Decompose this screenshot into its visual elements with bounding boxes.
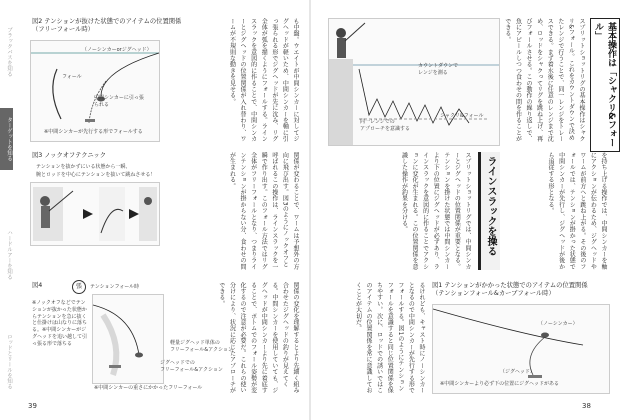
fig1-caption: 図1 テンションがかかった状態でのアイテムの位置関係 （テンションフォール&カーブフォール時） (432, 282, 588, 298)
angler-head (336, 28, 346, 38)
right-column-d: るけれども、キャスト時にノーシンカーとなるので中間シンカーが先行する形でフォールする。図1のようにテンションフォールを意識すると同じ位置関係を保ちやすい。次に、ロッドでの誘いではこのアイテムの位置関係を常に意識しておくことが大切だ。 (354, 282, 425, 394)
fig1-note: ※中間シンカーより必ず下の位置にジグヘッドがある (440, 381, 559, 387)
fig4-caption: 図4 (32, 282, 43, 289)
fig3-illustration (31, 183, 159, 245)
action-panel (99, 187, 125, 241)
heading-basic-operation: 基本操作は「シャクリ&フォール」 (590, 18, 620, 152)
left-column-b: 関係が変わることで、ワームは予想外の方向に飛び出す。図3のようにノックオフと呼ばれるこの操作は、ラインスラックを一瞬で作り出す。このフォール方法ではリグ全体がフリーフォールとなり、つまりラインテンションが掛からない分、食わせの間が生まれる。 (228, 152, 299, 270)
fig1-line (433, 309, 583, 345)
fig2-caption: 図2 テンションが抜けた状態でのアイテムの位置関係 （フリーフォール時） (32, 18, 182, 34)
tab-rod-reel[interactable]: ロッドとリールを知る (6, 333, 12, 389)
left-column-a: も中盤。ウエイトが中間シンカーに対してジグヘッドが軽いため、中間シンカーを軸に引っ張られる形でジグヘッドが先に沈み、リグ全体が弧を描くようにフォールする。ラインスラックを意図的に作ることで、中間シンカーとジグヘッドの位置関係が入れ替わり、ワームが不規則な動きを見せる。 (228, 18, 299, 142)
rod (345, 23, 365, 41)
fig4-label-bottom: ※中間シンカーの重さにかかったフリーフォール (94, 385, 203, 391)
tab-target[interactable]: ターゲットを知る (0, 108, 13, 170)
fig2-label-fall: フォール (62, 74, 82, 80)
fig3-note-1: テンションを抜かずにいる状態から一瞬、 (36, 164, 131, 170)
top-diagram-illustration (329, 19, 499, 145)
page-number-left: 39 (28, 402, 37, 410)
fig2-illustration (31, 41, 159, 141)
tab-hard-lure[interactable]: ハードルアーを知る (6, 230, 12, 280)
fishing-line (101, 53, 159, 96)
fig1-label-nosinker: （ノーシンカー） (538, 321, 578, 327)
fig2-diagram (30, 40, 160, 142)
fig3-diagram (30, 182, 160, 246)
fig1-jighead-worm (528, 375, 542, 378)
fig2-label-sinker: （ノーシンカーorジグヘッド） (82, 47, 152, 53)
page-gutter (309, 0, 311, 420)
fig4-circle-badge: 張 (72, 280, 86, 294)
worm-shape (85, 119, 95, 122)
fig4-sinker (135, 353, 143, 358)
top-label-pass: 同一レンジでの アプローチを意識する (360, 119, 411, 132)
fig3-note-2: 腕とロッドを中心にテンションを抜いて跳ねさせる！ (36, 172, 156, 178)
left-column-c: 関係の変化を理解するとより先細く組み合わせたジグヘッドの釣りが見えてくる。中間シンカーを使用していても、ジグヘッドが中間シンカーより先に着底することで、ボトムでのフォール姿勢が変化するので注意が必要だ。これらの使い分けにより、状況に応じたアプローチができる。 (217, 282, 299, 394)
fig4-illustration (93, 295, 163, 383)
fig4-label-tension-fall: テンションフォール時 (90, 284, 140, 290)
angler-head-1 (40, 196, 50, 206)
bank-shape (329, 59, 353, 145)
fig1-middle-sinker (541, 333, 549, 338)
fig1-label-jighead: （ジグヘッド） (500, 369, 535, 375)
angler-body (337, 38, 346, 58)
tab-black-bass[interactable]: ブラックバスを知る (6, 27, 12, 77)
fig4-label-freefall: ジグヘッドでの フリーフォール&アクション (160, 360, 223, 373)
fall-arrow (53, 69, 61, 119)
top-label-countdown: カウントダウンで レンジを測る (418, 63, 459, 76)
angler-body-1 (41, 206, 50, 228)
angler-panel-2 (139, 187, 157, 241)
fig4-label-mid: 軽量ジグヘッド単体の フリーフォール&アクション (170, 340, 233, 353)
fig2-label-middle: 中間シンカーに引っ張られる (94, 95, 144, 108)
arrow-right-1 (83, 209, 93, 219)
fig2-note: ※中間シンカーが先行する形でフォールする (44, 129, 143, 135)
angler-head-2 (144, 197, 152, 205)
right-column-a: スプリットショットリグの基本操作はシャクリ&フォール。これをカウントダウンで決めたレンジで行うことで、同一レンジをトレースできる。まず着水後に任意のレンジまで沈め、ロッドをシャクってリグを跳ね上げ、再びフォールさせる。この動作の繰り返しで、魚にアピールしつつ食わせの間を作ることができる。 (503, 18, 585, 142)
fig4-diagram (92, 294, 164, 384)
right-column-c: スプリットショットリグでは、中間シンカーとジグヘッドの位置関係が重要となる。テンションを掛けた状態では中間シンカーより下の位置にジグヘッドが必ずあり、ラインスラックを意図的に作ることでアクションに変化が生まれる。この位置関係を意識した操作が釣果を分ける。 (400, 152, 471, 270)
top-diagram (328, 18, 500, 146)
arrow-right-2 (129, 209, 139, 219)
fig4-note: ※ノックオフなどでテンションが抜かった状態からテンションを急に抜くと仕掛けは山なりに落ちる。※中間シンカーがジグヘッドを追い越して引っ張る形で落ちる (32, 300, 88, 347)
fig3-caption: 図3 ノックオフテクニック (32, 152, 107, 159)
top-label-shakuri: シャクリ&フォール (440, 113, 484, 119)
right-column-b: を持ち上げる操作では、中間シンカーを軸にアクションが伝わるため、ジグヘッドやワームが前方へと跳ね上がる。その後のフォールでは、テンションが掛かった状態で中間シンカーが先行し、ジグヘッドが後から追従する形となる。 (547, 152, 607, 270)
heading-line-slack: ラインスラックを操る (478, 152, 500, 270)
page-number-right: 38 (582, 402, 591, 410)
fig4-worm (109, 365, 121, 368)
